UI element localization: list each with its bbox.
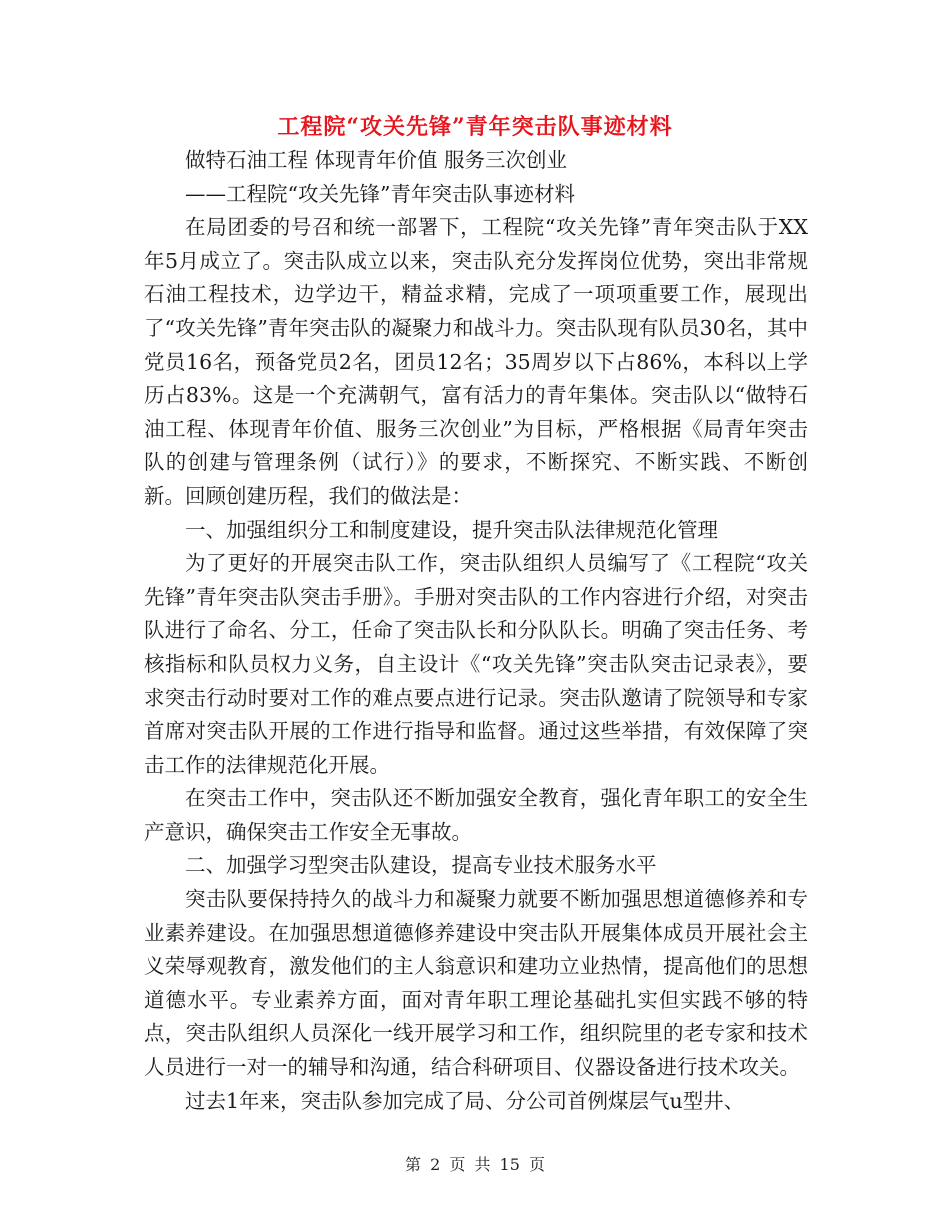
section-heading: 一、加强组织分工和制度建设，提升突击队法律规范化管理 — [185, 517, 718, 542]
body-paragraph: 为了更好的开展突击队工作，突击队组织人员编写了《工程院“攻关先锋”青年突击队突击手册》。手册对突击队的工作内容进行介绍，对突击队进行了命名、分工，任命了突击队长和分队队长。明确了突击任务、考核指标和队员权力义务，自主设计《“攻关先锋”突击队突击记录表》，要求突击行动时要对工作的难点要点进行记录。突击队邀请了院领导和专家首席对突击队开展的工作进行指导和监督。通过这些举措，有效保障了突击工作的法律规范化开展。 — [144, 551, 808, 777]
page-number-footer: 第 2 页 共 15 页 — [405, 1155, 545, 1174]
subtitle-attribution: ——工程院“攻关先锋”青年突击队事迹材料 — [185, 181, 575, 206]
document-title: 工程院“攻关先锋”青年突击队事迹材料 — [277, 114, 673, 140]
section-heading: 二、加强学习型突击队建设，提高专业技术服务水平 — [185, 853, 657, 878]
body-paragraph: 过去1年来，突击队参加完成了局、分公司首例煤层气u型井、 — [185, 1088, 745, 1113]
body-paragraph: 突击队要保持持久的战斗力和凝聚力就要不断加强思想道德修养和专业素养建设。在加强思想道德修养建设中突击队开展集体成员开展社会主义荣辱观教育，激发他们的主人翁意识和建功立业热情，提高他们的思想道德水平。专业素养方面，面对青年职工理论基础扎实但实践不够的特点，突击队组织人员深化一线开展学习和工作，组织院里的老专家和技术人员进行一对一的辅导和沟通，结合科研项目、仪器设备进行技术攻关。 — [144, 887, 808, 1080]
subtitle-line: 做特石油工程 体现青年价值 服务三次创业 — [185, 148, 568, 172]
body-paragraph: 在突击工作中，突击队还不断加强安全教育，强化青年职工的安全生产意识，确保突击工作安全无事故。 — [144, 786, 808, 844]
document-body — [144, 144, 808, 1118]
body-paragraph: 在局团委的号召和统一部署下，工程院“攻关先锋”青年突击队于XX年5月成立了。突击队成立以来，突击队充分发挥岗位优势，突出非常规石油工程技术，边学边干，精益求精，完成了一项项重要工作，展现出了“攻关先锋”青年突击队的凝聚力和战斗力。突击队现有队员30名，其中党员16名，预备党员2名，团员12名；35周岁以下占86%，本科以上学历占83%。这是一个充满朝气，富有活力的青年集体。突击队以“做特石油工程、体现青年价值、服务三次创业”为目标，严格根据《局青年突击队的创建与管理条例（试行）》的要求，不断探究、不断实践、不断创新。回顾创建历程，我们的做法是： — [144, 215, 808, 508]
